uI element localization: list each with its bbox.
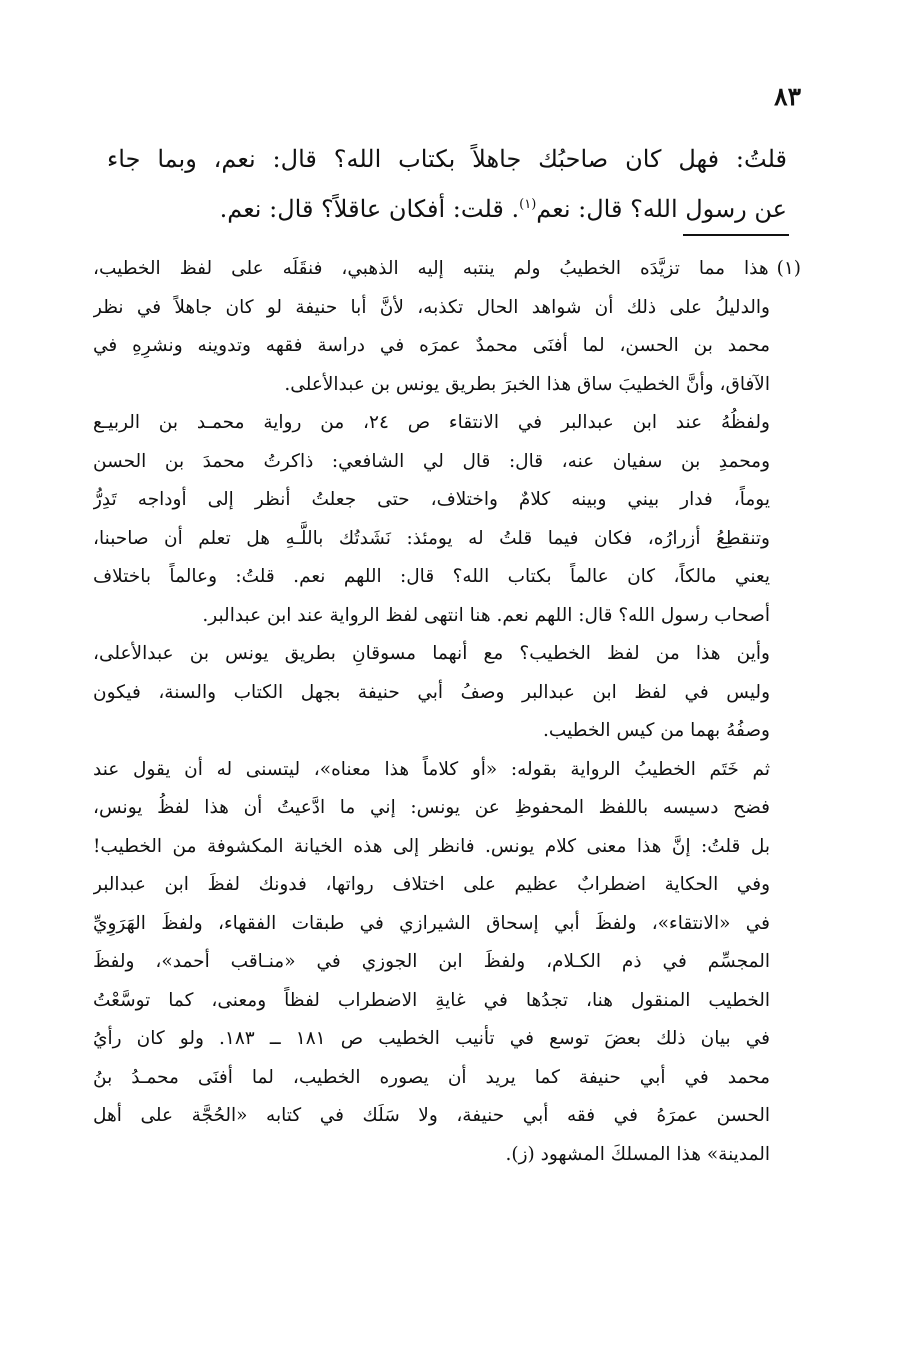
footnote-line: محمد في أبي حنيفة كما يريد أن يصوره الخطيب، لما أفنَى محمـدُ بنُ: [93, 1066, 770, 1088]
main-text-line: قلتُ: فهل كان صاحبُك جاهلاً بكتاب الله؟ قال: نعم، وبما جاء: [107, 145, 787, 173]
footnote-line: الآفاق، وأنَّ الخطيبَ ساق هذا الخبرَ بطريق يونس بن عبدالأعلى.: [284, 373, 770, 395]
footnote-separator: [683, 234, 789, 236]
footnote-line: والدليلُ على ذلك أن شواهد الحال تكذبه، لأنَّ أبا حنيفة لو كان جاهلاً في نظر: [93, 296, 770, 318]
footnote-line: يوماً، فدار بيني وبينه كلامٌ واختلاف، حتى جعلتُ أنظر إلى أوداجه تَدِرُّ: [93, 489, 770, 510]
footnote-line: ولفظُهُ عند ابن عبدالبر في الانتقاء ص ٢٤، من رواية محمـد بن الربيـع: [93, 412, 770, 433]
footnote-line: في «الانتقاء»، ولفظَ أبي إسحاق الشيرازي في طبقات الفقهاء، ولفظَ الهَرَوِيِّ: [93, 912, 770, 934]
footnote-line: محمد بن الحسن، لما أفنَى محمدٌ عمرَه في دراسة فقهه وتدوينه ونشرِهِ في: [93, 335, 770, 356]
footnote-line: ومحمدِ بن سفيان عنه، قال: قال لي الشافعي: ذاكرتُ محمدَ بن الحسن: [93, 450, 770, 472]
footnote-line: فضح دسيسه باللفظ المحفوظِ عن يونس: إني ما ادَّعيتُ أن هذا لفظُ يونس،: [93, 797, 770, 818]
footnote-line: الحسن عمرَهُ في فقه أبي حنيفة، ولا سَلَك في كتابه «الحُجَّة على أهل: [93, 1105, 770, 1126]
footnote-line: المدينة» هذا المسلكَ المشهود (ز).: [505, 1143, 770, 1165]
page-number: ٨٣: [774, 82, 801, 111]
footnote-line: وأين هذا من لفظ الخطيب؟ مع أنهما مسوقانِ بطريق يونس بن عبدالأعلى،: [93, 643, 770, 664]
main-text-line: [107, 184, 787, 234]
footnote-line: وليس في لفظ ابن عبدالبر وصفُ أبي حنيفة بجهل الكتاب والسنة، فيكون: [93, 681, 770, 703]
footnote-line: وصفُهُ بهما من كيس الخطيب.: [543, 720, 770, 741]
main-text-segment: . قلت: أفكان عاقلاً؟ قال: نعم.: [219, 195, 520, 223]
footnote-line: [93, 250, 801, 289]
footnote-marker: (١): [776, 258, 801, 279]
footnote: [93, 250, 801, 1174]
footnote-line: ثم خَتَم الخطيبُ الرواية بقوله: «أو كلاماً هذا معناه»، ليتسنى له أن يقول عند: [93, 758, 770, 780]
footnote-line: وتنقطِعُ أزرارُه، فكان فيما قلتُ له يومئذ: نَشَدتُك باللَّـهِ هل تعلم أن صاحبنا،: [93, 527, 770, 549]
main-text-segment: عن رسول الله؟ قال: نعم: [536, 195, 787, 223]
main-text: [107, 134, 787, 234]
footnote-reference: (١): [519, 197, 537, 212]
footnote-line: في بيان ذلك بعضَ توسع في تأنيب الخطيب ص ١٨١ ــ ١٨٣. ولو كان رأيُ: [93, 1028, 771, 1049]
footnote-line: بل قلتُ: إنَّ هذا معنى كلام يونس. فانظر إلى هذه الخيانة المكشوفة من الخطيب!: [93, 835, 770, 857]
footnote-line-text: هذا مما تزيَّدَه الخطيبُ ولم ينتبه إليه الذهبي، فنقَلَه على لفظ الخطيب،: [93, 258, 769, 279]
footnote-line: الخطيب المنقول هنا، تجدُها في غايةِ الاضطراب لفظاً ومعنى، كما توسَّعْتُ: [93, 989, 770, 1011]
footnote-line: المجسِّم في ذم الكـلام، ولفظَ ابن الجوزي في «منـاقب أحمد»، ولفظَ: [93, 951, 770, 972]
footnote-line: وفي الحكاية اضطرابٌ عظيم على اختلاف رواتها، فدونك لفظَ ابن عبدالبر: [93, 874, 770, 895]
footnote-line: يعني مالكاً، كان عالماً بكتاب الله؟ قال: اللهم نعم. قلتُ: وعالماً باختلاف: [93, 566, 770, 587]
footnote-line: أصحاب رسول الله؟ قال: اللهم نعم. هنا انتهى لفظ الرواية عند ابن عبدالبر.: [202, 604, 770, 626]
